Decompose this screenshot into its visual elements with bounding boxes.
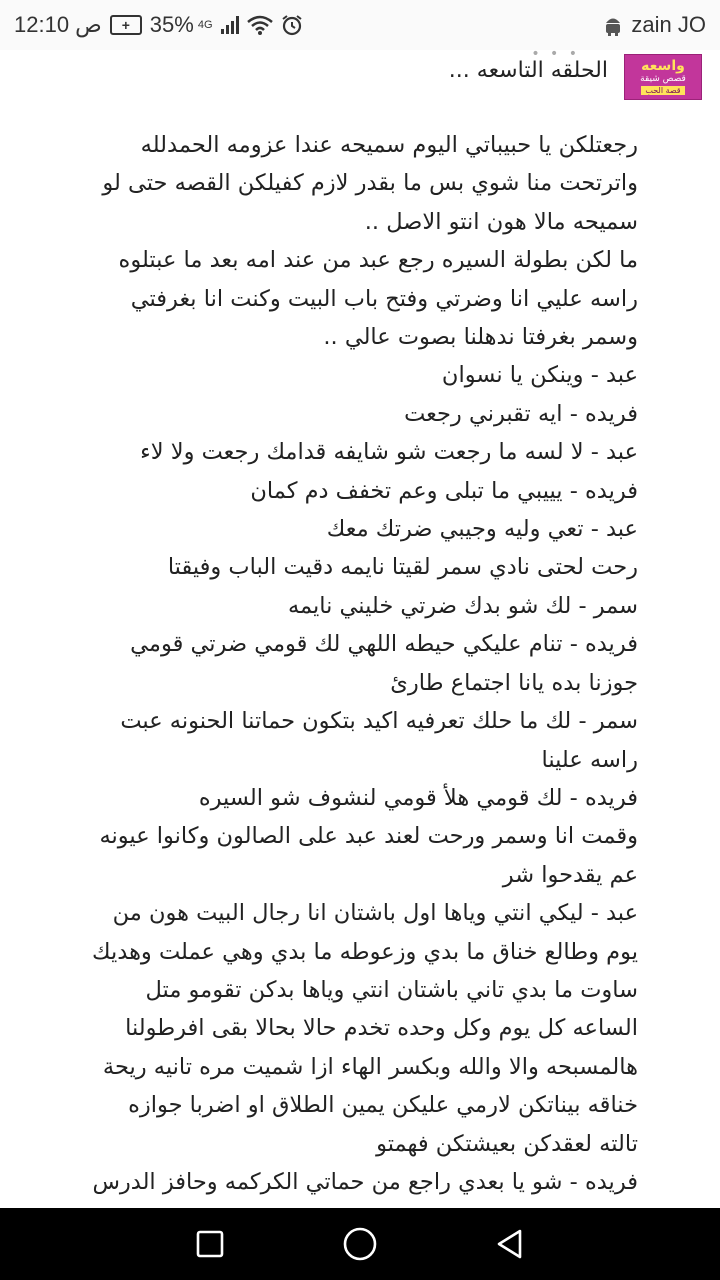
story-line: فريده - شو يا بعدي راجع من حماتي الكركمه وحافز الدرس [92,1168,638,1195]
story-line: سمر - لك ما حلك تعرفيه اكيد بتكون حماتنا الحنونه عبت [120,708,638,735]
carrier-name: zain JO [631,12,706,37]
story-line: جوزنا بده يانا اجتماع طارئ [390,669,638,696]
story-thumbnail[interactable] [624,54,702,100]
navigation-bar [0,1208,720,1280]
thumbnail-title: واسعه [641,57,685,74]
story-line: واترتحت منا شوي بس ما بقدر لازم كفيلكن القصه حتى لو [102,170,638,197]
story-line: سمر - لك شو بدك ضرتي خليني نايمه [287,592,638,619]
android-icon [603,14,623,36]
network-type: 4G [197,19,213,31]
story-content[interactable] [0,126,720,1208]
story-line: سميحه مالا هون انتو الاصل .. [364,208,638,235]
home-button[interactable] [340,1224,380,1264]
header-dots: • • • [531,46,580,62]
story-line: هالمسبحه والا والله وبكسر الهاء ازا شميت مره تانيه ريحة [102,1053,638,1080]
story-line: ما لكن بطولة السيره رجع عبد من عند امه بعد ما عبتلوه [118,247,638,274]
story-line: فريده - ايه تقبرني رجعت [404,400,638,427]
battery-icon: + [110,15,142,35]
story-line: وقمت انا وسمر ورحت لعند عبد على الصالون وكانوا عيونه [99,823,638,850]
back-button[interactable] [490,1224,530,1264]
status-right [603,12,706,38]
signal-icon [221,16,239,34]
story-line: الساعه كل يوم وكل وحده تخدم حالا بحالا بقى افرطولنا [125,1015,638,1042]
story-line: يوم وطالع خناق ما بدي وزعوطه ما بدي وهي عملت وهديك [92,938,638,965]
story-line: عبد - لا لسه ما رجعت شو شايفه قدامك رجعت ولا لاء [140,439,638,466]
story-line: فريده - يييبي ما تبلى وعم تخفف دم كمان [250,477,638,504]
post-header [0,46,720,102]
recents-button[interactable] [190,1224,230,1264]
story-line: ساوت ما بدي تاني باشتان انتي وياها بدكن تقومو متل [145,976,638,1003]
recents-icon [195,1229,225,1259]
story-line: عبد - ليكي انتي وياها اول باشتان انا رجال البيت هون من [112,900,638,927]
story-line: عبد - وينكن يا نسوان [441,362,638,389]
battery-percent: 35% [149,12,194,37]
story-line: عبد - تعي وليه وجيبي ضرتك معك [326,516,638,543]
story-line: فريده - تنام عليكي حيطه اللهي لك قومي ضرتي قومي [130,631,638,658]
wifi-icon [247,15,273,35]
thumbnail-tag: قصة الحب [641,86,684,95]
thumbnail-subtitle: قصص شيقة [640,74,686,85]
status-bar [0,0,720,50]
story-line: خناقه بيناتكن لارمي عليكن يمين الطلاق او اضربا جوازه [128,1092,638,1119]
status-left [14,12,303,38]
chapter-title: الحلقه التاسعه ... [448,58,608,83]
story-line: رحت لحتى نادي سمر لقيتا نايمه دقيت الباب وفيقتا [167,554,638,581]
home-icon [342,1226,378,1262]
story-line: راسه علينا [541,746,638,773]
alarm-icon [281,14,303,36]
story-line: راسه عليي انا وضرتي وفتح باب البيت وكنت انا بغرفتي [130,285,638,312]
story-line: عم يقدحوا شر [502,861,638,888]
story-line: تالته لعقدكن بعيشتكن فهمتو [376,1130,638,1157]
back-icon [494,1228,526,1260]
clock: 12:10 ص [14,12,102,37]
story-line: فريده - لك قومي هلأ قومي لنشوف شو السيره [198,784,638,811]
story-line: وسمر بغرفتا ندهلنا بصوت عالي .. [323,324,638,351]
story-line: رجعتلكن يا حبيباتي اليوم سميحه عندا عزومه الحمدلله [140,132,638,158]
